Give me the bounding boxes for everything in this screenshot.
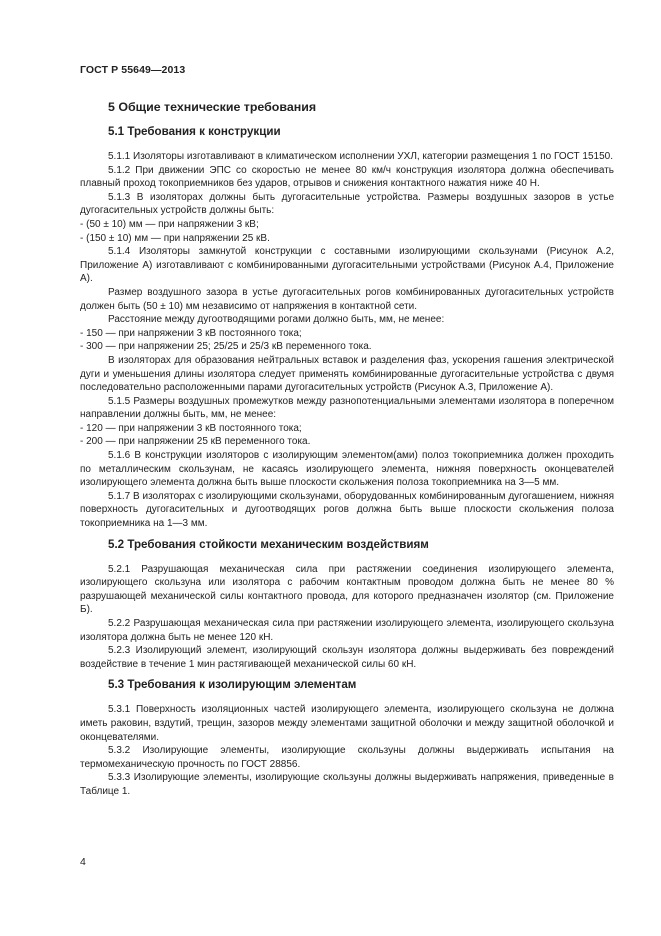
subsection-title-5-3: 5.3 Требования к изолирующим элементам: [108, 678, 357, 692]
document-body: [80, 99, 614, 799]
paragraph-5-1-1: 5.1.1 Изоляторы изготавливают в климатическом исполнении УХЛ, категории размещения 1 по ГОСТ 15150.: [108, 151, 613, 162]
list-item: - (50 ± 10) мм — при напряжении 3 кВ;: [80, 218, 259, 230]
paragraph-5-3-3: 5.3.3 Изолирующие элементы, изолирующие скользуны должны выдерживать напряжения, приведенные в Таблице 1.: [80, 772, 614, 797]
paragraph-5-1-3: 5.1.3 В изоляторах должны быть дугогасительные устройства. Размеры воздушных зазоров в устье дугогасительных устройств должны быть:: [80, 191, 614, 217]
paragraph-5-2-1: 5.2.1 Разрушающая механическая сила при растяжении соединения изолирующего элемента, изолирующего скользуна или изолятора с рабочим контактным проводом должна быть не менее 80 % разрушающей механической силы контактного провода, для которого предназначен изолятор (см. Приложение Б).: [80, 563, 614, 616]
list-item: - 300 — при напряжении 25; 25/25 и 25/3 кВ переменного тока.: [80, 341, 372, 353]
paragraph-5-1-5: 5.1.5 Размеры воздушных промежутков между разнопотенциальными элементами изолятора в поперечном направлении должны быть, мм, не менее:: [80, 395, 614, 421]
list-item: - (150 ± 10) мм — при напряжении 25 кВ.: [80, 232, 270, 244]
paragraph-5-1-6: 5.1.6 В конструкции изоляторов с изолирующим элементом(ами) полоз токоприемника должен проходить по металлическим скользунам, не касаясь изолирующего элемента, нижняя поверхность оконцевателей изолирующего элемента должна быть выше плоскости скольжения полоза токоприемника на 3—5 мм.: [80, 450, 614, 489]
paragraph: Расстояние между дугоотводящими рогами должно быть, мм, не менее:: [108, 314, 445, 326]
paragraph: В изоляторах для образования нейтральных вставок и разделения фаз, ускорения гашения электрической дуги и уменьшения длины изолятора следует применять комбинированные дугогасительные устройства с двумя последовательно расположенными парами дугогасительных устройств (Рисунок А.3, Приложение А).: [80, 354, 614, 394]
list-item: - 120 — при напряжении 3 кВ постоянного тока;: [80, 422, 302, 434]
paragraph: Размер воздушного зазора в устье дугогасительных рогов комбинированных дугогасительных устройств должен быть (50 ± 10) мм независимо от напряжения в контактной сети.: [80, 286, 614, 312]
list-item: - 200 — при напряжении 25 кВ переменного тока.: [80, 436, 311, 448]
paragraph-5-2-2: 5.2.2 Разрушающая механическая сила при растяжении изолирующего элемента, изолирующего скользуна изолятора должна быть не менее 120 кН.: [80, 618, 614, 643]
subsection-title-5-1: 5.1 Требования к конструкции: [108, 125, 281, 138]
paragraph-5-1-7: 5.1.7 В изоляторах с изолирующими скользунами, оборудованных комбинированным дугогашением, нижняя поверхность дугогасительных и дугоотводящих рогов должна быть выше плоскости скольжения полоза токоприемника на 1—3 мм.: [80, 490, 614, 530]
section-title: 5 Общие технические требования: [108, 100, 317, 114]
paragraph-5-3-1: 5.3.1 Поверхность изоляционных частей изолирующего элемента, изолирующего скользуна не должна иметь раковин, вздутий, трещин, зазоров между элементами защитной оболочки и между защитной оболочкой и оконцевателями.: [80, 704, 614, 743]
paragraph-5-2-3: 5.2.3 Изолирующий элемент, изолирующий скользун изолятора должны выдерживать без повреждений воздействие в течение 1 мин растягивающей механической силы 60 кН.: [80, 645, 614, 670]
paragraph-5-3-2: 5.3.2 Изолирующие элементы, изолирующие скользуны должны выдерживать испытания на термомеханическую прочность по ГОСТ 28856.: [80, 745, 614, 770]
document-header: ГОСТ Р 55649—2013: [80, 64, 186, 76]
paragraph-5-1-4: 5.1.4 Изоляторы замкнутой конструкции с составными изолирующими скользунами (Рисунок А.2, Приложение А) изготавливают с комбинированными дугогасительными устройствами (Рисунок А.4, Приложение А).: [80, 246, 614, 285]
subsection-title-5-2: 5.2 Требования стойкости механическим воздействиям: [108, 537, 429, 551]
list-item: - 150 — при напряжении 3 кВ постоянного тока;: [80, 327, 302, 339]
page-number: 4: [80, 856, 86, 868]
paragraph-5-1-2: 5.1.2 При движении ЭПС со скоростью не менее 80 км/ч конструкция изолятора должна обеспечивать плавный проход токоприемников без ударов, отрывов и снижения контактного нажатия ниже 40 Н.: [80, 164, 614, 190]
